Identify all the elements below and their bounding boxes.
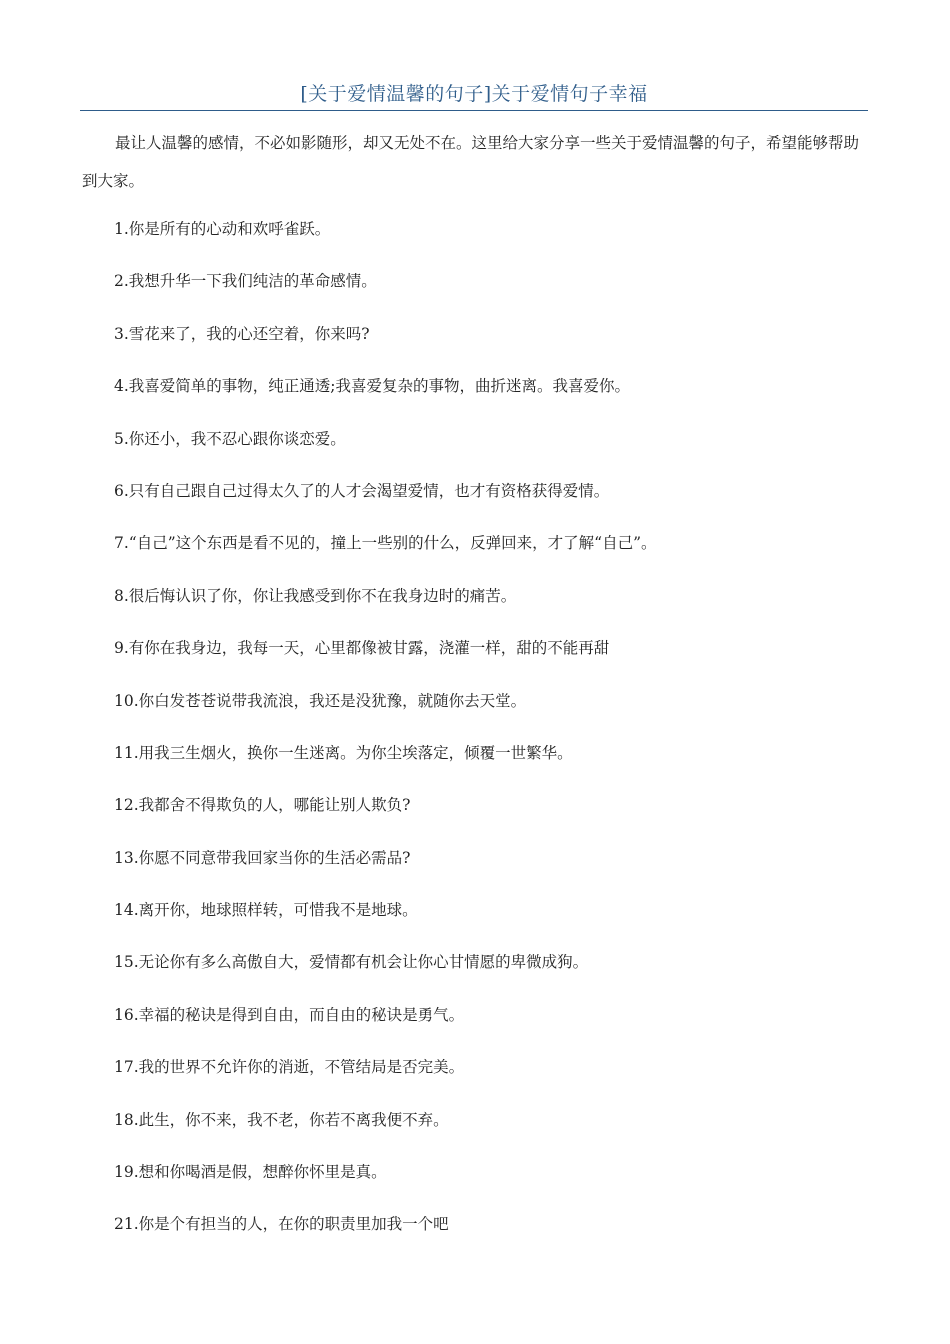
list-item: 6.只有自己跟自己过得太久了的人才会渴望爱情，也才有资格获得爱情。: [114, 481, 610, 500]
list-item: 10.你白发苍苍说带我流浪，我还是没犹豫，就随你去天堂。: [114, 691, 527, 710]
list-item: 13.你愿不同意带我回家当你的生活必需品?: [114, 848, 411, 867]
list-item: 15.无论你有多么高傲自大，爱情都有机会让你心甘情愿的卑微成狗。: [114, 953, 589, 972]
page-title: [关于爱情温馨的句子]关于爱情句子幸福: [300, 83, 648, 105]
list-item: 1.你是所有的心动和欢呼雀跃。: [114, 220, 331, 238]
list-item: 18.此生，你不来，我不老，你若不离我便不弃。: [114, 1110, 449, 1129]
list-item: 2.我想升华一下我们纯洁的革命感情。: [114, 272, 377, 291]
list-item: 16.幸福的秘诀是得到自由，而自由的秘诀是勇气。: [114, 1005, 465, 1024]
list-item: 4.我喜爱简单的事物，纯正通透;我喜爱复杂的事物，曲折迷离。我喜爱你。: [114, 377, 631, 396]
list-item: 8.很后悔认识了你，你让我感受到你不在我身边时的痛苦。: [114, 586, 517, 605]
list-item: 14.离开你，地球照样转，可惜我不是地球。: [114, 901, 418, 920]
list-item: 12.我都舍不得欺负的人，哪能让别人欺负?: [114, 796, 411, 815]
list-item: 9.有你在我身边，我每一天，心里都像被甘露，浇灌一样，甜的不能再甜: [114, 639, 610, 658]
page-header: [80, 80, 868, 111]
list-item: 3.雪花来了，我的心还空着，你来吗?: [114, 324, 370, 343]
list-item: 21.你是个有担当的人，在你的职责里加我一个吧: [114, 1215, 449, 1234]
list-item: 17.我的世界不允许你的消逝，不管结局是否完美。: [114, 1058, 465, 1077]
list-item: 7.“自己”这个东西是看不见的，撞上一些别的什么，反弹回来，才了解“自己”。: [114, 534, 657, 553]
list-item: 5.你还小，我不忍心跟你谈恋爱。: [114, 429, 346, 448]
intro-paragraph: 最让人温馨的感情，不必如影随形，却又无处不在。这里给大家分享一些关于爱情温馨的句子，希望能够帮助到大家。: [82, 134, 860, 190]
list-item: 11.用我三生烟火，换你一生迷离。为你尘埃落定，倾覆一世繁华。: [114, 743, 573, 762]
list-item: 19.想和你喝酒是假，想醉你怀里是真。: [114, 1163, 387, 1182]
sentence-list: [114, 213, 864, 1261]
